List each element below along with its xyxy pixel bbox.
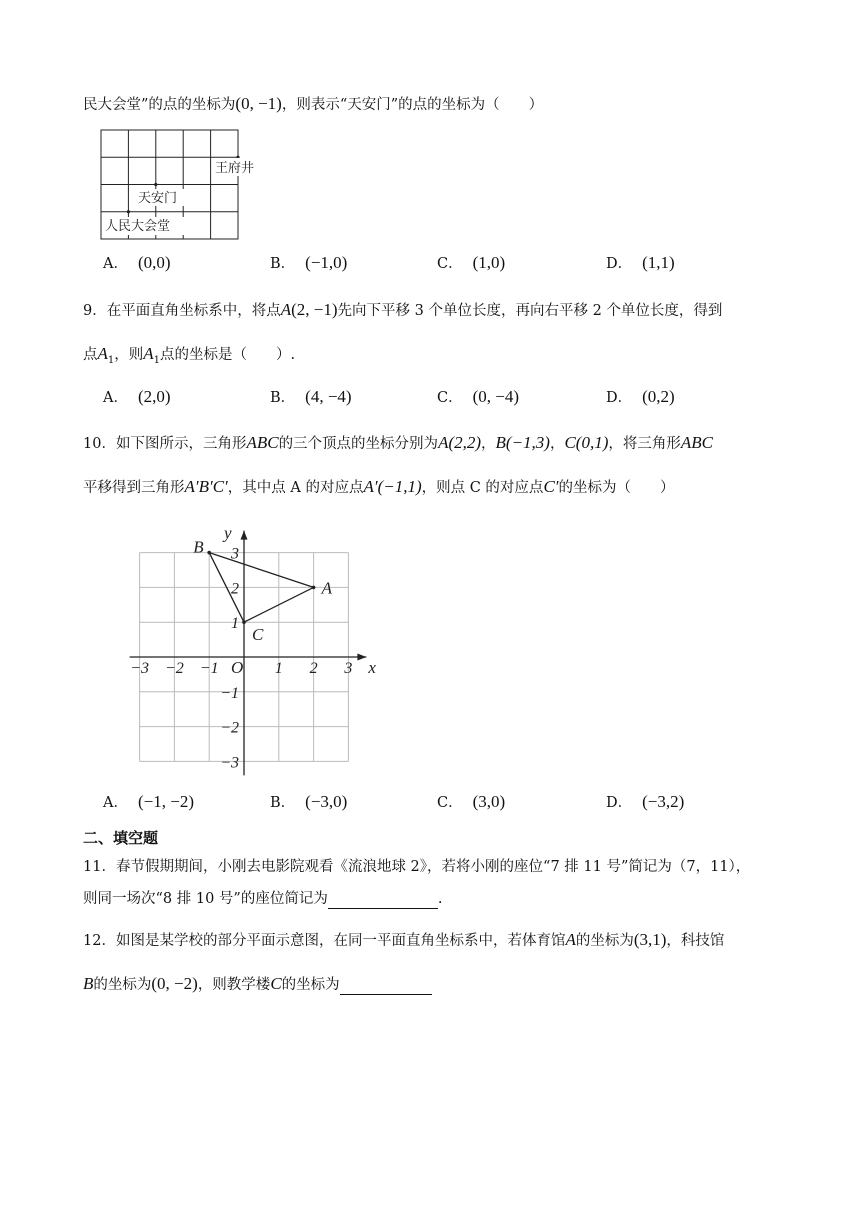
q12-point-b: B	[83, 974, 94, 993]
option-label: C．	[437, 795, 463, 811]
q10-text-d: 平移得到三角形	[83, 480, 185, 496]
option-value: (3,0)	[472, 792, 506, 811]
q10-option-b[interactable]	[270, 792, 347, 813]
q10-text-f: ，则点 C 的对应点	[421, 480, 544, 496]
q12-stem-line1	[83, 930, 724, 951]
point-label-b: B	[193, 537, 204, 557]
q12-point-c: C	[270, 974, 282, 993]
q12-text-f: 的坐标为	[281, 977, 340, 993]
q9-text-b: 先向下平移 3 个单位长度，再向右平移 2 个单位长度，得到	[337, 303, 723, 319]
x-tick-label: −3	[130, 660, 149, 677]
q8-option-a[interactable]	[103, 253, 171, 274]
q12-text-c: ，科技馆	[666, 933, 725, 949]
label-wangfujing: 王府井	[215, 161, 255, 176]
q10-option-c[interactable]	[437, 792, 505, 813]
q11-stem-line1	[83, 857, 750, 877]
option-value: (0,0)	[137, 253, 171, 272]
x-tick-label: 2	[309, 660, 318, 677]
y-tick-label: 1	[231, 615, 239, 633]
q10-text-a: 如下图所示，三角形	[115, 436, 247, 452]
q9-stem-line1	[83, 300, 722, 321]
q11-text-a: 春节假期期间，小刚去电影院观看《流浪地球 2》，若将小刚的座位“7 排 11 号”简记为（7，11），	[115, 859, 751, 875]
q9-point-a: A	[280, 300, 292, 319]
q10-sep2: ，	[549, 436, 565, 452]
q8-option-b[interactable]	[270, 253, 347, 274]
q9-option-d[interactable]	[606, 387, 675, 408]
option-value: (4, −4)	[305, 387, 352, 406]
option-label: C．	[437, 390, 463, 406]
section-heading: 二、填空题	[83, 829, 159, 847]
y-tick-label: −3	[220, 754, 239, 772]
q9-point-a1b: A	[143, 344, 154, 363]
q9-text-e: 点的坐标是（ ）.	[160, 347, 296, 363]
q9-option-b[interactable]	[270, 387, 352, 408]
x-axis-label: x	[368, 658, 376, 677]
q10-text-e: ，其中点 A 的对应点	[227, 480, 364, 496]
q10-cp: C′	[543, 477, 559, 496]
q9-option-c[interactable]	[437, 387, 519, 408]
point-b	[207, 551, 211, 555]
q12-coord-b: (0, −2)	[151, 974, 198, 993]
option-value: (−1, −2)	[137, 792, 194, 811]
q11-stem-line2	[83, 889, 442, 909]
q9-point-a1: A	[97, 344, 108, 363]
q8-stem	[83, 94, 543, 115]
q9-option-a[interactable]	[103, 387, 171, 408]
point-label-c: C	[252, 625, 264, 645]
option-label: A．	[103, 256, 128, 272]
point-a	[312, 586, 316, 590]
point-label-a: A	[321, 578, 332, 598]
q12-text-a: 如图是某学校的部分平面示意图，在同一平面直角坐标系中，若体育馆	[115, 933, 566, 949]
option-label: B．	[270, 795, 296, 811]
x-tick-label: 1	[274, 660, 283, 677]
q9-coord: (2, −1)	[291, 300, 338, 319]
q10-coord-ap: A′(−1,1)	[363, 477, 422, 496]
y-axis-label: y	[224, 523, 232, 543]
q10-coord-a: A(2,2)	[438, 433, 482, 452]
q10-abc: ABC	[246, 433, 279, 452]
q8-text-b: ，则表示“天安门”的点的坐标为（ ）	[281, 97, 544, 113]
q10-coordinate-chart	[120, 515, 390, 780]
option-label: A．	[103, 390, 128, 406]
option-label: B．	[270, 390, 296, 406]
chart-axes	[130, 524, 377, 776]
q12-text-e: ，则教学楼	[197, 977, 271, 993]
q12-stem-line2	[83, 974, 432, 995]
option-value: (1,1)	[642, 253, 675, 272]
x-tick-label: 3	[344, 660, 353, 677]
q11-number: 11．	[83, 859, 116, 875]
q9-number: 9．	[83, 303, 107, 319]
q9-sub: 1	[107, 354, 115, 366]
option-label: D．	[606, 795, 633, 811]
q10-abc-prime: A′B′C′	[184, 477, 228, 496]
renmin-point	[127, 210, 130, 213]
y-tick-label: 3	[231, 545, 239, 563]
label-renmin: 人民大会堂	[105, 219, 171, 234]
q8-grid-figure	[98, 128, 268, 243]
q10-stem-line1	[83, 433, 713, 454]
y-tick-label: 2	[231, 580, 239, 598]
option-label: B．	[270, 256, 296, 272]
option-label: C．	[437, 256, 463, 272]
label-tiananmen: 天安门	[138, 191, 178, 206]
q10-text-c: ，将三角形	[608, 436, 681, 452]
q9-subb: 1	[153, 354, 161, 366]
q12-text-b: 的坐标为	[575, 933, 634, 949]
q10-coord-c: C(0,1)	[564, 433, 609, 452]
option-value: (−3,2)	[642, 792, 685, 811]
q8-text-a: 民大会堂”的点的坐标为	[83, 97, 236, 113]
q10-option-a[interactable]	[103, 792, 194, 813]
y-axis-arrow	[241, 531, 248, 540]
x-tick-label: −1	[199, 660, 219, 677]
q10-option-d[interactable]	[606, 792, 684, 813]
q10-number: 10．	[83, 436, 116, 452]
q12-text-d: 的坐标为	[93, 977, 152, 993]
q11-end: .	[437, 891, 443, 907]
q11-text-b: 则同一场次“8 排 10 号”的座位简记为	[83, 891, 328, 907]
option-value: (1,0)	[472, 253, 506, 272]
q9-text-a: 在平面直角坐标系中，将点	[106, 303, 281, 319]
q9-text-d: ，则	[114, 347, 144, 363]
origin-label: O	[231, 658, 244, 677]
x-axis-arrow	[357, 654, 366, 661]
q8-option-c[interactable]	[437, 253, 505, 274]
q12-point-a: A	[565, 930, 576, 949]
q12-coord-a: (3,1)	[633, 930, 667, 949]
y-tick-label: −2	[220, 719, 239, 737]
q10-text-g: 的坐标为（ ）	[558, 480, 675, 496]
option-value: (0,2)	[642, 387, 675, 406]
q10-sep: ，	[481, 436, 496, 452]
option-value: (0, −4)	[472, 387, 520, 406]
q9-text-c: 点	[83, 347, 98, 363]
q8-coord: (0, −1)	[235, 94, 282, 113]
option-label: D．	[606, 256, 633, 272]
chart-tick-labels	[130, 546, 352, 772]
q12-number: 12．	[83, 933, 116, 949]
option-value: (2,0)	[137, 387, 171, 406]
q9-stem-line2	[83, 344, 295, 371]
x-tick-label: −2	[165, 660, 184, 677]
q10-stem-line2	[83, 477, 675, 498]
option-value: (−3,0)	[305, 792, 348, 811]
y-tick-label: −1	[220, 684, 239, 702]
point-c	[242, 620, 246, 624]
option-value: (−1,0)	[305, 253, 348, 272]
q12-answer-blank[interactable]	[340, 980, 432, 995]
q10-coord-b: B(−1,3)	[495, 433, 550, 452]
q10-text-b: 的三个顶点的坐标分别为	[278, 436, 439, 452]
q8-option-d[interactable]	[606, 253, 675, 274]
q10-abc2: ABC	[680, 433, 713, 452]
tiananmen-point	[154, 183, 157, 186]
option-label: D．	[606, 390, 633, 406]
option-label: A．	[103, 795, 128, 811]
q11-answer-blank[interactable]	[328, 894, 438, 909]
